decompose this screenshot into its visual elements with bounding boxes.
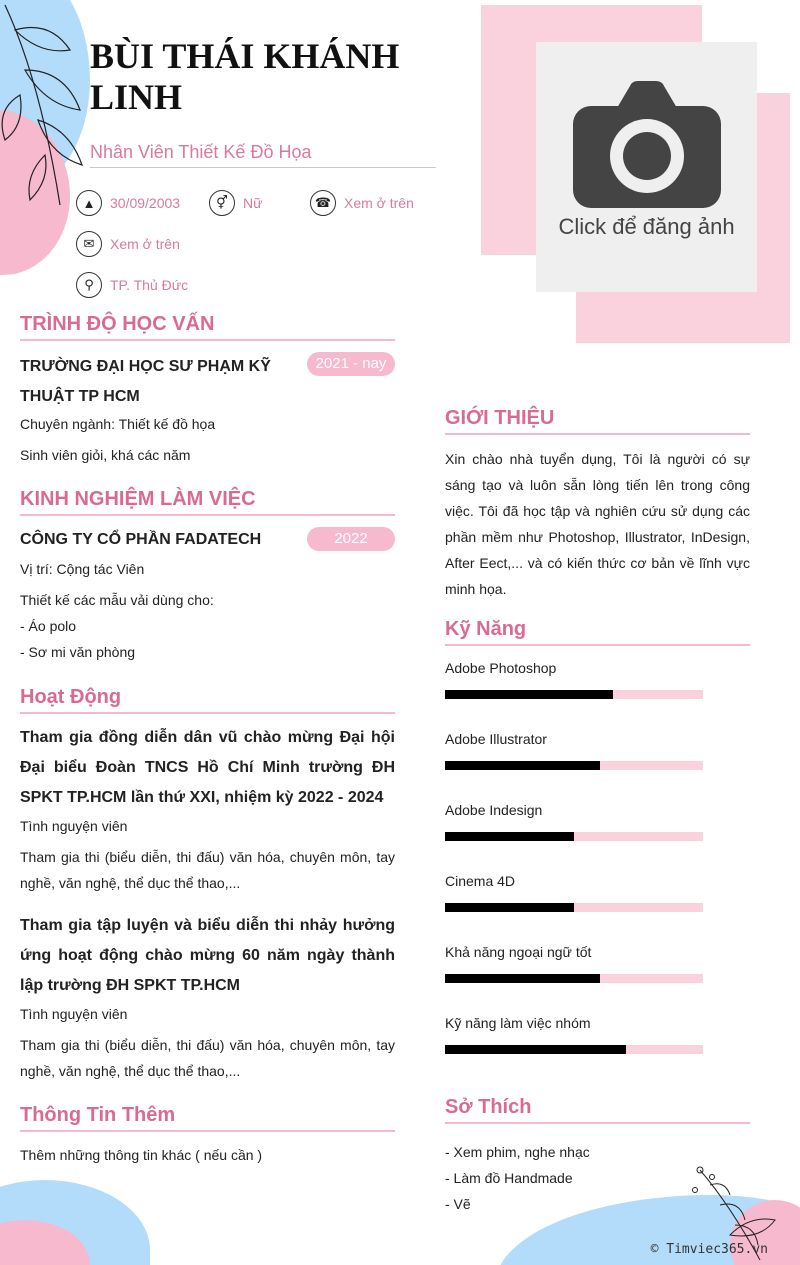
hobby-item-3: - Vẽ [445,1196,471,1212]
skill-name: Cinema 4D [445,873,516,889]
job-title: Nhân Viên Thiết Kế Đồ Họa [90,142,436,168]
contact-birthday [76,190,180,216]
experience-company: CÔNG TY CỔ PHẦN FADATECH [20,531,262,548]
education-note: Sinh viên giỏi, khá các năm [20,447,191,463]
experience-period-badge: 2022 [307,527,395,551]
activity-2-title: Tham gia tập luyện và biểu diễn thi nhảy hưởng ứng hoạt động chào mừng 60 năm ngày thành lập trường ĐH SPKT TP.HCM [20,917,395,994]
contact-email [76,231,180,257]
camera-icon [572,78,722,208]
skill-bar-fill [445,761,600,770]
skill-bar-fill [445,903,574,912]
candidate-name: BÙI THÁI KHÁNH LINH [90,36,400,117]
contact-gender [209,190,262,216]
skill-bar [445,690,703,699]
phone-icon: ☎ [310,190,336,216]
skill-bar-fill [445,832,574,841]
education-school [20,352,310,412]
activity-2-desc: Tham gia thi (biểu diễn, thi đấu) văn hóa, chuyên môn, tay nghề, văn nghệ, thể dục thể thao,... [20,1037,395,1079]
activity-1-title: Tham gia đồng diễn dân vũ chào mừng Đại hội Đại biểu Đoàn TNCS Hồ Chí Minh trường ĐH SPKT TP.HCM lần thứ XXI, nhiệm kỳ 2022 - 2024 [20,729,395,806]
footer-credit: © Timviec365.vn [650,1242,768,1257]
skill-name: Kỹ năng làm việc nhóm [445,1015,591,1031]
skill-bar-fill [445,690,613,699]
section-title-activities: Hoạt Động [20,686,395,714]
section-title-skills: Kỹ Năng [445,618,750,646]
education-school-line2: THUẬT TP HCM [20,388,140,405]
skill-name: Adobe Indesign [445,802,543,818]
experience-position: Vị trí: Cộng tác Viên [20,561,145,577]
education-period-badge: 2021 - nay [307,352,395,376]
education-major: Chuyên ngành: Thiết kế đồ họa [20,416,216,432]
skill-bar [445,832,703,841]
photo-upload-label: Click để đăng ảnh [558,214,735,239]
leaf-decoration-icon [0,0,90,210]
email-value: Xem ở trên [110,236,180,252]
section-title-intro: GIỚI THIỆU [445,407,750,435]
skill-bar [445,903,703,912]
skill-name: Khả năng ngoại ngữ tốt [445,944,592,960]
photo-upload[interactable] [536,42,757,292]
hobby-item-1: - Xem phim, nghe nhạc [445,1144,590,1160]
section-title-education: TRÌNH ĐỘ HỌC VẤN [20,313,395,341]
birthday-value: 30/09/2003 [110,195,181,211]
skill-name: Adobe Illustrator [445,731,547,747]
skill-bar [445,761,703,770]
contact-address [76,272,188,298]
section-title-experience: KINH NGHIỆM LÀM VIỆC [20,488,395,516]
phone-value: Xem ở trên [344,195,414,211]
skill-bar-fill [445,1045,626,1054]
activity-1-role: Tình nguyện viên [20,818,128,834]
activity-2-role: Tình nguyện viên [20,1006,128,1022]
education-school-line1: TRƯỜNG ĐẠI HỌC SƯ PHẠM KỸ [20,358,271,375]
section-title-extra: Thông Tin Thêm [20,1104,395,1132]
cake-icon: ▲ [76,190,102,216]
map-pin-icon: ⚲ [76,272,102,298]
skill-name: Adobe Photoshop [445,660,557,676]
skill-bar [445,1045,703,1054]
intro-text: Xin chào nhà tuyển dụng, Tôi là người có sự sáng tạo và luôn sẵn lòng tiến lên trong công việc. Tôi đã học tập và nghiên cứu sử dụng các phần mềm như Photoshop, Illustrator, InDesign, After Eect,... và có kiến thức cơ bản về lĩnh vực minh họa. [445,451,750,597]
skill-bar [445,974,703,983]
gender-icon: ⚥ [209,190,235,216]
gender-value: Nữ [243,195,263,211]
section-title-hobbies: Sở Thích [445,1096,750,1124]
experience-desc: Thiết kế các mẫu vải dùng cho: [20,592,214,608]
hobby-item-2: - Làm đồ Handmade [445,1170,573,1186]
contact-phone [310,190,414,216]
email-icon: ✉ [76,231,102,257]
extra-text: Thêm những thông tin khác ( nếu cần ) [20,1147,263,1163]
activity-1-desc: Tham gia thi (biểu diễn, thi đấu) văn hóa, chuyên môn, tay nghề, văn nghệ, thể dục thể thao,... [20,849,395,891]
skill-bar-fill [445,974,600,983]
address-value: TP. Thủ Đức [110,277,189,293]
experience-item-1: - Áo polo [20,618,77,634]
experience-item-2: - Sơ mi văn phòng [20,644,136,660]
